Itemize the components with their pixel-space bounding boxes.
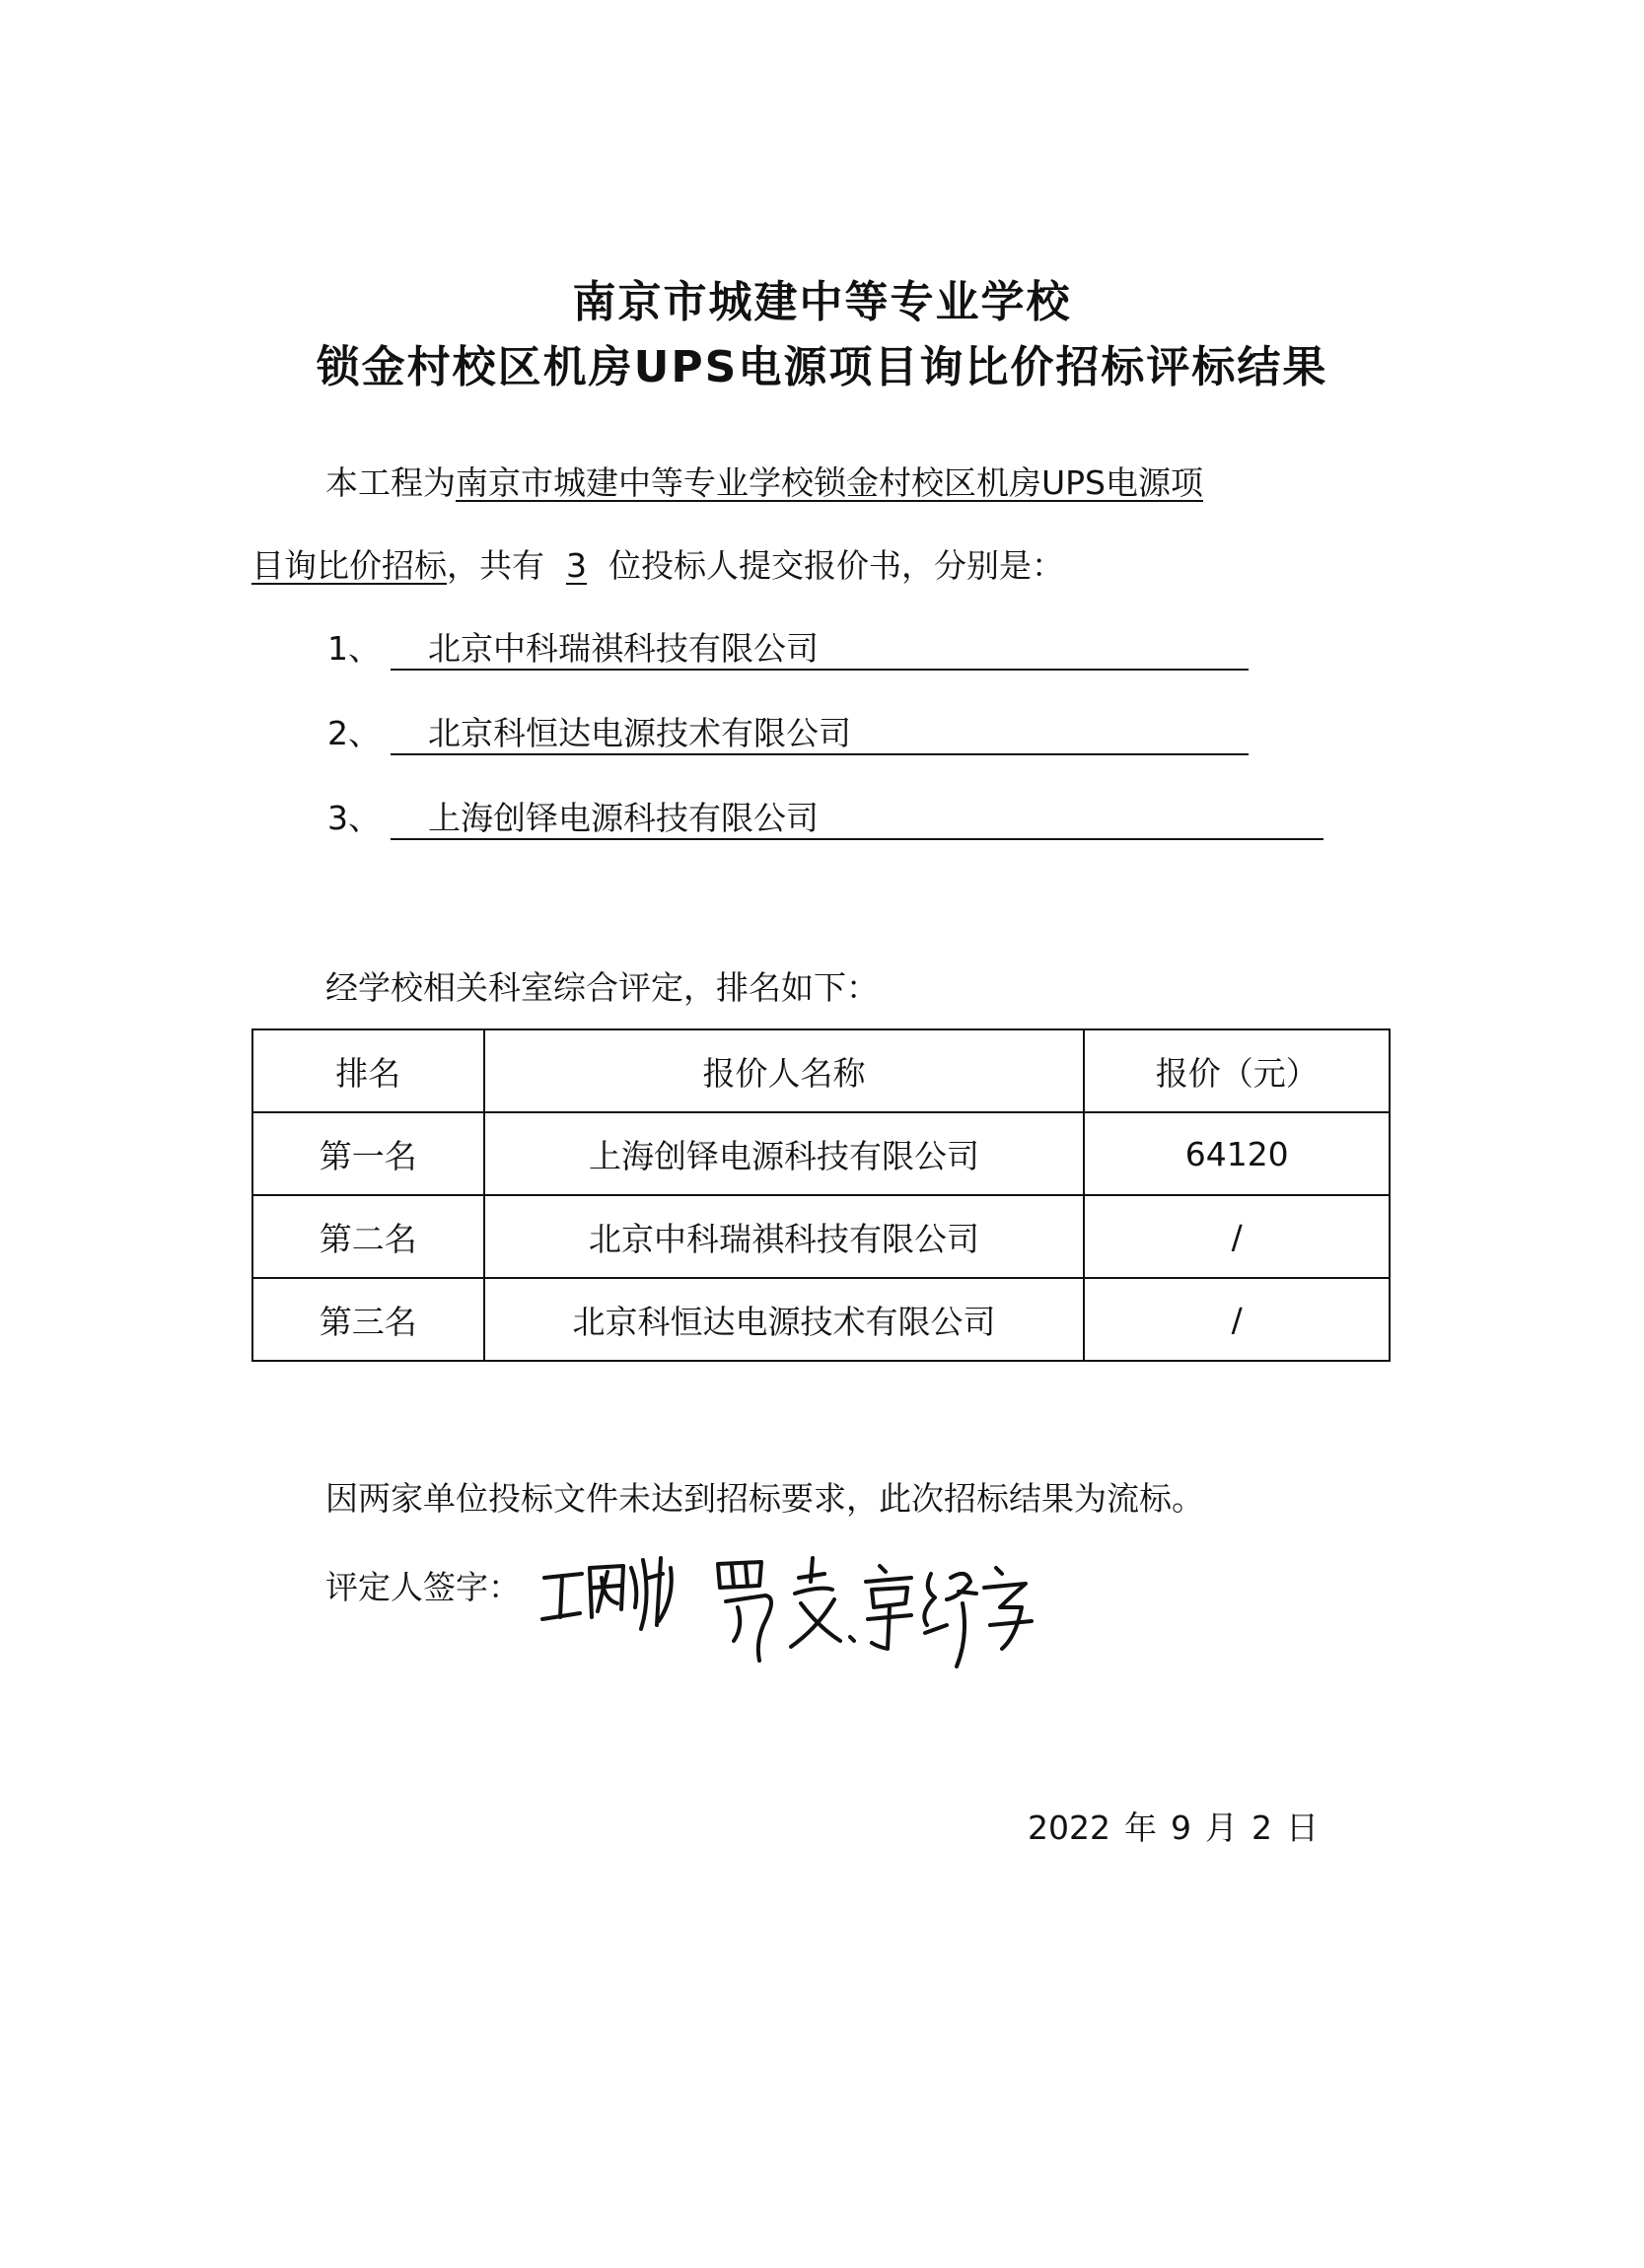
title-line-2: 锁金村校区机房UPS电源项目询比价招标评标结果 bbox=[316, 342, 1328, 392]
intro-suffix: 位投标人提交报价书，分别是： bbox=[608, 546, 1064, 585]
signature-stroke bbox=[924, 1574, 976, 1666]
bidder-name: 上海创铎电源科技有限公司 bbox=[391, 797, 1323, 840]
table-row bbox=[252, 1278, 1390, 1361]
date-month: 9 bbox=[1171, 1808, 1191, 1847]
cell-price: / bbox=[1084, 1278, 1390, 1361]
cell-bidder-name: 上海创铎电源科技有限公司 bbox=[484, 1112, 1085, 1195]
date-year: 2022 bbox=[1028, 1808, 1110, 1847]
signature-label: 评定人签字： bbox=[325, 1568, 521, 1606]
handwritten-signatures bbox=[533, 1538, 1085, 1696]
table-header-row bbox=[252, 1029, 1390, 1112]
cell-rank: 第二名 bbox=[252, 1195, 484, 1278]
signature-stroke bbox=[791, 1558, 840, 1647]
bidder-name: 北京科恒达电源技术有限公司 bbox=[391, 712, 1249, 755]
intro-prefix: 本工程为 bbox=[325, 463, 456, 502]
cell-bidder-name: 北京科恒达电源技术有限公司 bbox=[484, 1278, 1085, 1361]
signature-stroke bbox=[726, 1595, 771, 1661]
table-row bbox=[252, 1112, 1390, 1195]
table-row bbox=[252, 1195, 1390, 1278]
date-year-unit: 年 bbox=[1124, 1808, 1157, 1847]
intro-middle: ，共有 bbox=[447, 546, 544, 585]
header-rank: 排名 bbox=[252, 1029, 484, 1112]
header-bidder-name: 报价人名称 bbox=[484, 1029, 1085, 1112]
bidder-item bbox=[327, 797, 1323, 840]
signature-stroke bbox=[542, 1574, 582, 1619]
cell-rank: 第一名 bbox=[252, 1112, 484, 1195]
conclusion-text: 因两家单位投标文件未达到招标要求，此次招标结果为流标。 bbox=[325, 1479, 1204, 1518]
date-day: 2 bbox=[1251, 1808, 1272, 1847]
date-month-unit: 月 bbox=[1205, 1808, 1238, 1847]
bidder-name: 北京中科瑞祺科技有限公司 bbox=[391, 627, 1249, 671]
intro-line-1 bbox=[325, 461, 1203, 505]
bidder-item bbox=[327, 627, 1249, 671]
signature-stroke bbox=[631, 1558, 672, 1629]
signature-stroke bbox=[984, 1568, 1032, 1649]
header-price: 报价（元） bbox=[1084, 1029, 1390, 1112]
cell-price: 64120 bbox=[1084, 1112, 1390, 1195]
ranking-table bbox=[251, 1028, 1391, 1362]
project-name-part-2: 目询比价招标 bbox=[251, 546, 447, 585]
bidder-number: 3、 bbox=[327, 799, 381, 837]
signature-stroke bbox=[866, 1566, 911, 1649]
cell-bidder-name: 北京中科瑞祺科技有限公司 bbox=[484, 1195, 1085, 1278]
bidder-number: 2、 bbox=[327, 714, 381, 752]
project-name-part-1: 南京市城建中等专业学校锁金村校区机房UPS电源项 bbox=[456, 463, 1204, 502]
ranking-intro: 经学校相关科室综合评定，排名如下： bbox=[325, 968, 879, 1007]
intro-line-2 bbox=[251, 544, 1064, 588]
signature-stroke bbox=[718, 1562, 761, 1588]
signature-stroke bbox=[850, 1637, 854, 1641]
document-date bbox=[1028, 1807, 1319, 1850]
signature-stroke bbox=[590, 1566, 623, 1617]
bidder-count: 3 bbox=[566, 546, 587, 585]
cell-rank: 第三名 bbox=[252, 1278, 484, 1361]
title-line-1: 南京市城建中等专业学校 bbox=[572, 277, 1072, 327]
date-day-unit: 日 bbox=[1286, 1808, 1319, 1847]
bidder-item bbox=[327, 712, 1249, 755]
bidder-number: 1、 bbox=[327, 629, 381, 668]
cell-price: / bbox=[1084, 1195, 1390, 1278]
